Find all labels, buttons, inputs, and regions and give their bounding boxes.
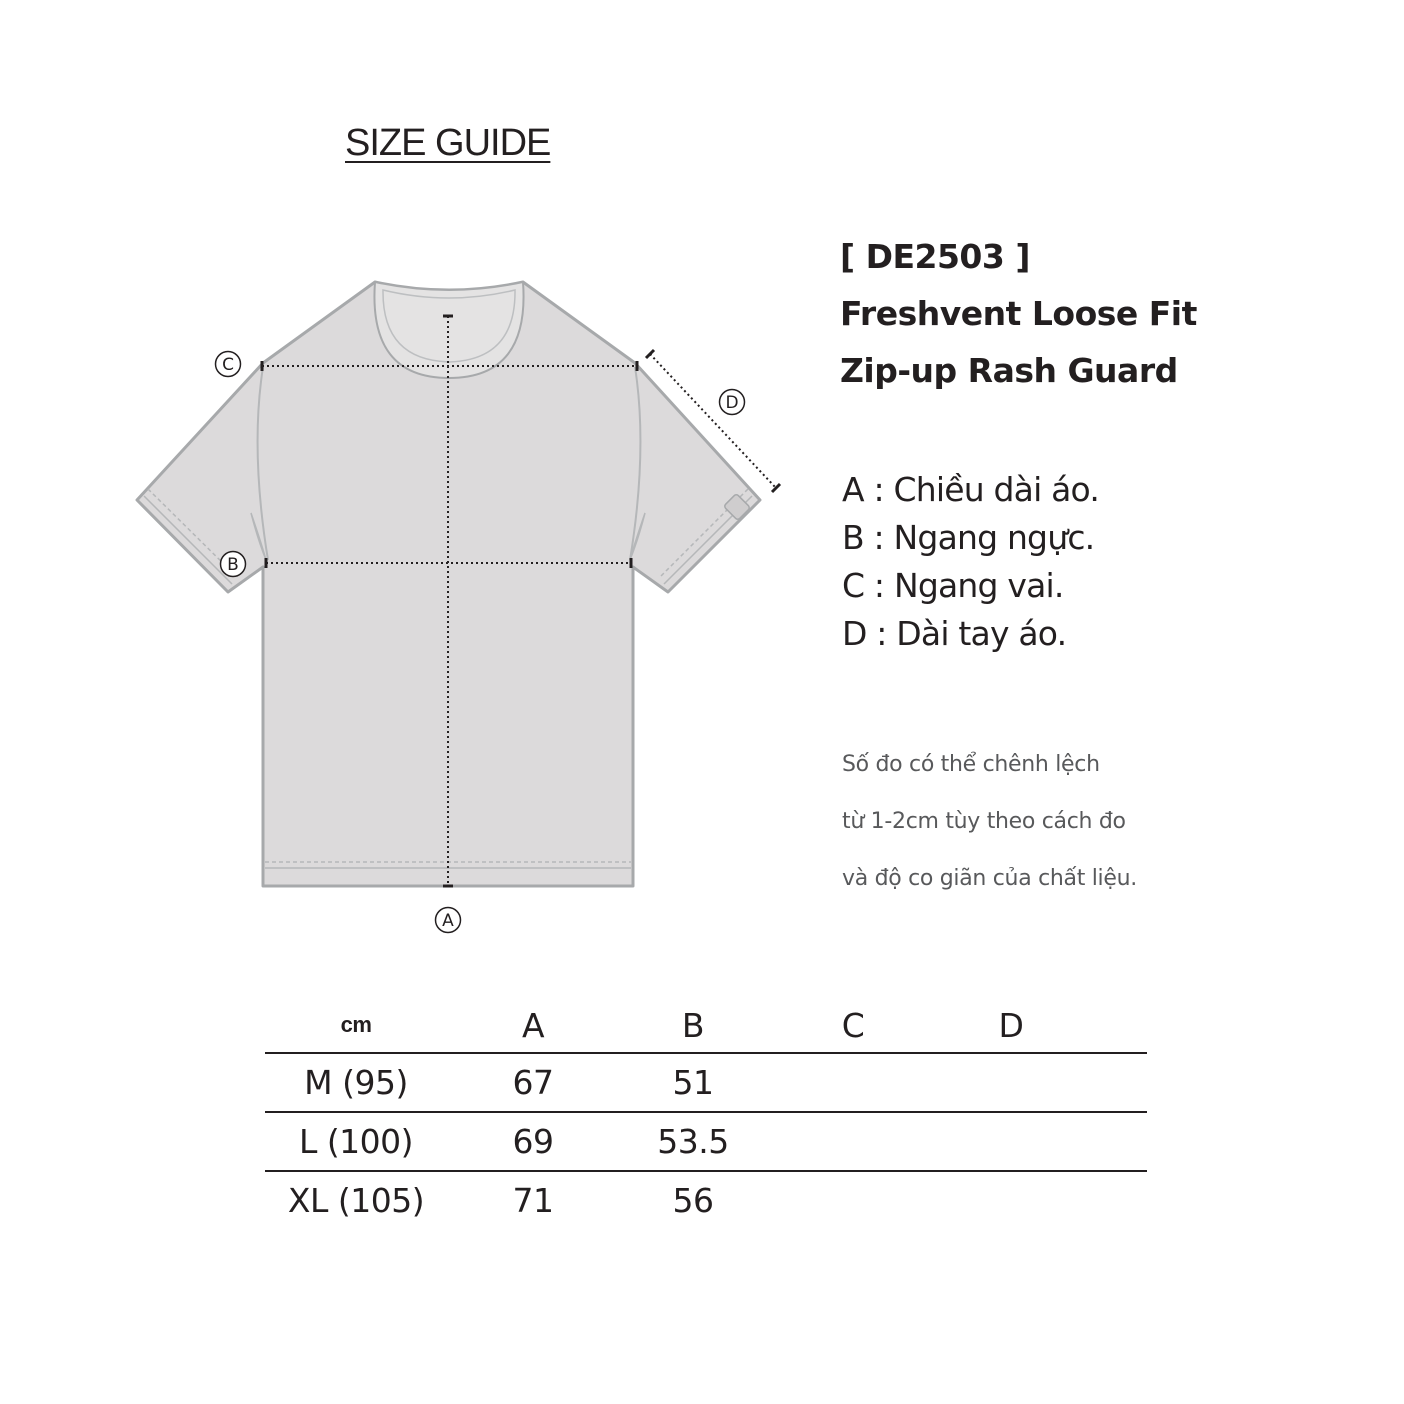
svg-text:C: C	[222, 355, 234, 375]
page-title: SIZE GUIDE	[345, 122, 551, 164]
svg-text:A: A	[442, 911, 454, 931]
table-cell-d	[961, 1054, 1061, 1111]
table-cell-d	[961, 1172, 1061, 1229]
table-cell-size: L (100)	[298, 1122, 414, 1161]
legend-item: C : Ngang vai.	[842, 566, 1064, 605]
table-cell-size: M (95)	[304, 1063, 408, 1102]
marker-a	[436, 908, 461, 933]
legend-item: B : Ngang ngực.	[842, 518, 1095, 557]
svg-text:D: D	[725, 393, 739, 413]
svg-text:B: B	[227, 555, 239, 575]
table-header-d: D	[998, 1005, 1024, 1045]
measurement-legend	[842, 466, 1362, 658]
product-name-line2: Zip-up Rash Guard	[840, 351, 1178, 390]
measurement-note	[842, 736, 1362, 907]
legend-item: A : Chiều dài áo.	[842, 470, 1100, 509]
table-cell-c	[803, 1054, 903, 1111]
table-header-b: B	[681, 1005, 705, 1045]
table-cell-d	[961, 1113, 1061, 1170]
table-cell-b: 51	[672, 1063, 714, 1102]
table-cell-b: 53.5	[657, 1122, 729, 1161]
table-cell-a: 71	[512, 1181, 554, 1220]
table-cell-size: XL (105)	[287, 1181, 425, 1220]
product-code: [ DE2503 ]	[840, 237, 1030, 276]
table-header-a: A	[521, 1005, 545, 1045]
marker-b	[221, 552, 246, 577]
marker-d	[720, 390, 745, 415]
legend-item: D : Dài tay áo.	[842, 614, 1067, 653]
table-row	[265, 1172, 1147, 1229]
table-cell-c	[803, 1172, 903, 1229]
table-cell-b: 56	[672, 1181, 714, 1220]
table-header-c: C	[841, 1005, 865, 1045]
table-cell-c	[803, 1113, 903, 1170]
table-row	[265, 1113, 1147, 1172]
size-table	[265, 998, 1147, 1229]
table-header-row	[265, 998, 1147, 1054]
product-name-line1: Freshvent Loose Fit	[840, 294, 1197, 333]
product-info	[840, 228, 1360, 399]
table-header-unit: cm	[340, 1012, 372, 1037]
note-line: từ 1-2cm tùy theo cách đo	[842, 809, 1126, 834]
table-cell-a: 69	[512, 1122, 554, 1161]
marker-c	[216, 352, 241, 377]
table-cell-a: 67	[512, 1063, 554, 1102]
table-row	[265, 1054, 1147, 1113]
note-line: Số đo có thể chênh lệch	[842, 752, 1100, 777]
note-line: và độ co giãn của chất liệu.	[842, 866, 1137, 891]
